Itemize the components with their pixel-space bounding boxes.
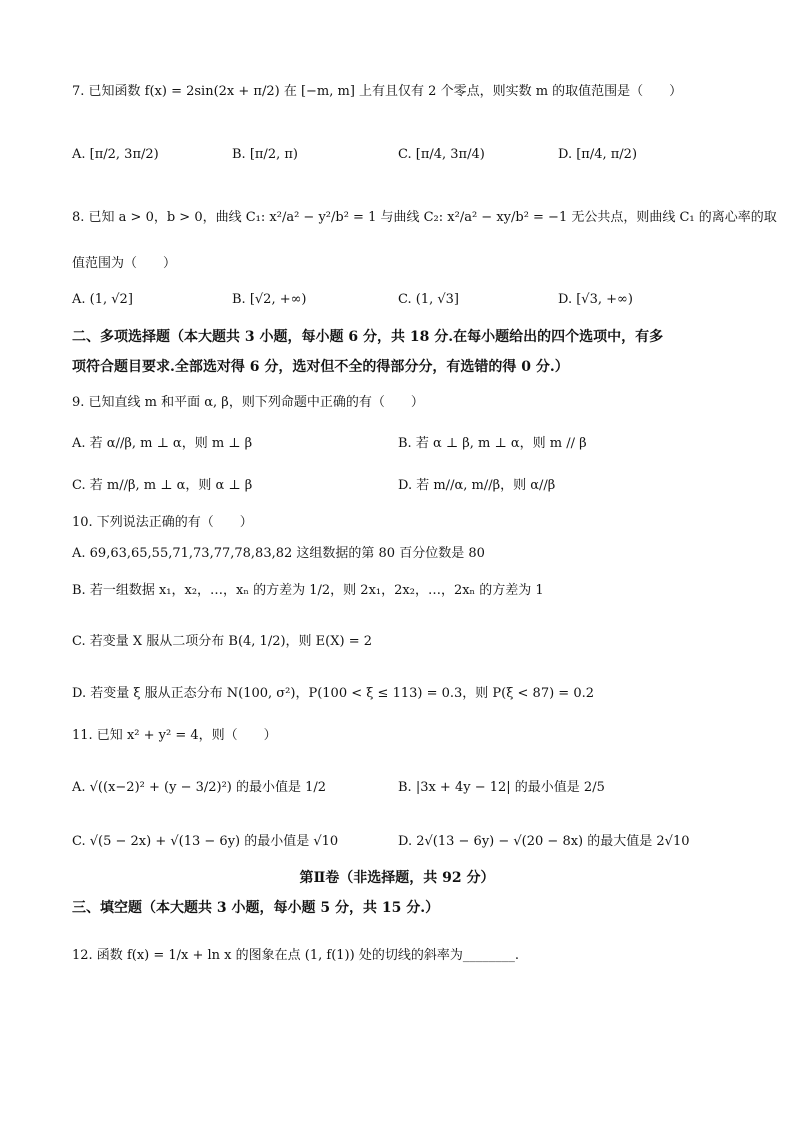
question-12-stem: 12. 函数 f(x) = 1/x + ln x 的图象在点 (1, f(1)) 处的切线的斜率为________. [72,948,519,963]
question-7-stem: 7. 已知函数 f(x) = 2sin(2x + π/2) 在 [−m, m] 上有且仅有 2 个零点，则实数 m 的取值范围是（ ） [72,84,683,99]
question-9-option-b: B. 若 α ⊥ β, m ⊥ α，则 m // β [398,436,587,451]
question-11-option-b: B. |3x + 4y − 12| 的最小值是 2/5 [398,780,605,795]
question-10-option-b: B. 若一组数据 x₁，x₂，…，xₙ 的方差为 1/2，则 2x₁，2x₂，…，2xₙ 的方差为 1 [72,583,544,598]
question-9-option-d: D. 若 m//α, m//β，则 α//β [398,478,556,493]
question-10-stem: 10. 下列说法正确的有（ ） [72,515,253,530]
question-11-option-d: D. 2√(13 − 6y) − √(20 − 8x) 的最大值是 2√10 [398,834,690,849]
section-2-title-line2: 项符合题目要求.全部选对得 6 分，选对但不全的得部分分，有选错的得 0 分.） [72,359,569,375]
section-3-title: 三、填空题（本大题共 3 小题，每小题 5 分，共 15 分.） [72,900,440,916]
question-7-option-a: A. [π/2, 3π/2) [72,147,159,162]
question-11-stem: 11. 已知 x² + y² = 4，则（ ） [72,728,277,743]
question-10-option-c: C. 若变量 X 服从二项分布 B(4, 1/2)，则 E(X) = 2 [72,634,373,649]
question-8-option-a: A. (1, √2] [72,292,133,307]
question-7-option-d: D. [π/4, π/2) [558,147,638,162]
question-7-option-c: C. [π/4, 3π/4) [398,147,485,162]
question-7-option-b: B. [π/2, π) [232,147,298,162]
question-9-stem: 9. 已知直线 m 和平面 α, β，则下列命题中正确的有（ ） [72,395,424,410]
section-2-title-line1: 二、多项选择题（本大题共 3 小题，每小题 6 分，共 18 分.在每小题给出的四个选项中，有多 [72,329,664,345]
question-9-option-a: A. 若 α//β, m ⊥ α，则 m ⊥ β [72,436,253,451]
question-11-option-c: C. √(5 − 2x) + √(13 − 6y) 的最小值是 √10 [72,834,339,849]
question-8-stem-continued: 值范围为（ ） [72,256,177,271]
question-8-stem: 8. 已知 a > 0，b > 0，曲线 C₁: x²/a² − y²/b² = 1 与曲线 C₂: x²/a² − xy/b² = −1 无公共点，则曲线 C₁ 的离心率的取 [72,210,777,225]
question-10-option-d: D. 若变量 ξ 服从正态分布 N(100, σ²)，P(100 < ξ ≤ 113) = 0.3，则 P(ξ < 87) = 0.2 [72,686,594,701]
question-8-option-c: C. (1, √3] [398,292,459,307]
question-8-option-d: D. [√3, +∞) [558,292,633,307]
question-9-option-c: C. 若 m//β, m ⊥ α，则 α ⊥ β [72,478,253,493]
question-10-option-a: A. 69,63,65,55,71,73,77,78,83,82 这组数据的第 80 百分位数是 80 [72,546,485,561]
question-8-option-b: B. [√2, +∞) [232,292,307,307]
part-2-title: 第Ⅱ卷（非选择题，共 92 分） [299,870,495,886]
question-11-option-a: A. √((x−2)² + (y − 3/2)²) 的最小值是 1/2 [72,780,327,795]
